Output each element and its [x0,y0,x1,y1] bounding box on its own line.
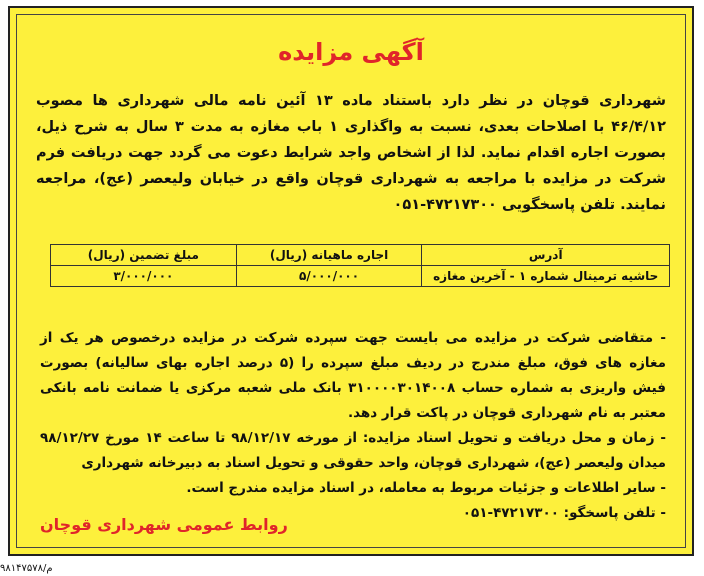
cell-guarantee: ۳/۰۰۰/۰۰۰ [51,266,237,287]
intro-paragraph: شهرداری قوچان در نظر دارد باستناد ماده ۱۳ آئین نامه مالی شهرداری ها مصوب ۴۶/۴/۱۲ با اصلاحات بعدی، نسبت به واگذاری ۱ باب مغازه به مدت ۳ سال به شرح ذیل، بصورت اجاره اقدام نماید. لذا از اشخاص واجد شرایط دعوت می گردد جهت دریافت فرم شرکت در مزایده با مراجعه به شهرداری قوچان واقع در خیابان ولیعصر (عج)، مراجعه نمایند. تلفن پاسخگویی ۴۷۲۱۷۳۰۰-۰۵۱ [36,93,666,213]
note-phone: - تلفن پاسخگو: ۴۷۲۱۷۳۰۰-۰۵۱ [462,505,666,521]
header-address: آدرس [422,245,670,266]
ad-code: م/۹۸۱۴۷۵۷۸ [0,563,53,574]
table-header-row [51,245,670,266]
notes-list [40,326,666,526]
cell-address: حاشیه ترمینال شماره ۱ - آخرین مغازه [422,266,670,287]
signature: روابط عمومی شهرداری قوچان [40,515,288,534]
header-monthly-rent: اجاره ماهیانه (ریال) [236,245,422,266]
table-row [51,266,670,287]
auction-advertisement [8,6,694,556]
header-guarantee: مبلغ تضمین (ریال) [51,245,237,266]
ad-title: آگهی مزایده [278,38,424,66]
note-deposit: - متقاضی شرکت در مزایده می بایست جهت سپرده شرکت در مزایده درخصوص هر یک از مغازه های فوق، مبلغ مندرج در ردیف مبلغ سپرده را (۵ درصد اجاره بهای سالیانه) بصورت فیش واریزی به شماره حساب ۳۱۰۰۰۰۳۰۱۴۰۰۸ بانک ملی شعبه مرکزی یا ضمانت نامه بانکی معتبر به نام شهرداری قوچان در پاکت قرار دهد. [40,330,666,421]
cell-monthly-rent: ۵/۰۰۰/۰۰۰ [236,266,422,287]
auction-table [50,244,670,287]
note-schedule: - زمان و محل دریافت و تحویل اسناد مزایده: از مورخه ۹۸/۱۲/۱۷ تا ساعت ۱۴ مورخ ۹۸/۱۲/۲۷ میدان ولیعصر (عج)، شهرداری قوچان، واحد حقوقی و تحویل اسناد به دبیرخانه شهرداری [40,430,666,471]
note-other-info: - سایر اطلاعات و جزئیات مربوط به معامله، در اسناد مزایده مندرج است. [186,480,666,496]
